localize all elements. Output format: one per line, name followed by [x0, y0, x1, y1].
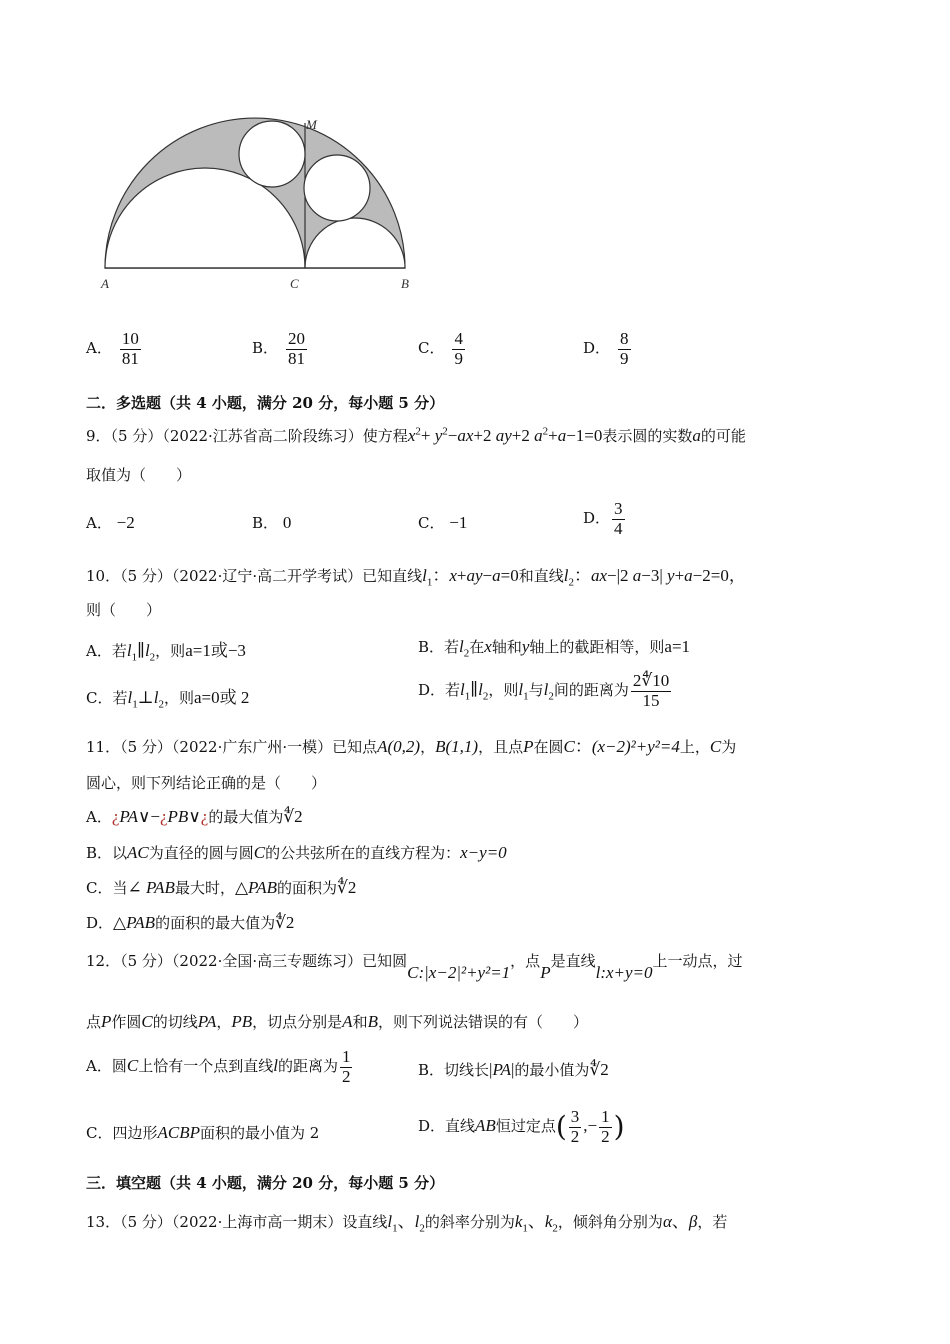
q10-option-b[interactable]: B．若$l_2$在x轴和y轴上的截距相等，则a=1	[418, 637, 691, 660]
q11-stem: 11．（5 分）（2022·广东广州·一模）已知点A(0,2)，B(1,1)，且点P在圆C：(x−2)²+y²=4上，C为	[86, 737, 737, 756]
q12-option-c[interactable]: C．四边形ACBP面积的最小值为 2	[86, 1123, 320, 1142]
q9-option-a[interactable]: A． −2	[86, 513, 135, 532]
q10-stem: 10．（5 分）（2022·辽宁·高二开学考试）已知直线$l_1$：x+ay−a=0和直线$l_2$：ax−|2 a−3| y+a−2=0，	[86, 566, 746, 589]
label-M: M	[306, 117, 317, 132]
q12-stem-line2: 点P作圆C的切线PA，PB，切点分别是A和B，则下列说法错误的有（ ）	[86, 1012, 588, 1031]
q9-stem: 9．（5 分）（2022·江苏省高二阶段练习）使方程$x^2+ y^2-ax+2$ ay+2 $a^2+a-1=0$表示圆的实数a的可能	[86, 425, 746, 445]
q11-option-b[interactable]: B．以AC为直径的圆与圆C的公共弦所在的直线方程为：x−y=0	[86, 843, 507, 862]
q10-option-a[interactable]: A．若$l_1\parallel l_2$，则a=1或−3	[86, 641, 246, 664]
section-2-title: 二．多选题（共 4 小题，满分 20 分，每小题 5 分）	[86, 394, 445, 412]
semicircle-figure	[95, 110, 425, 300]
q10-option-c[interactable]: C．若$l_1\perp l_2$，则a=0或 2	[86, 688, 250, 711]
q9-option-d[interactable]: D． $\frac{3}{4}$	[583, 499, 623, 538]
q9-option-c[interactable]: C． −1	[418, 513, 468, 532]
label-B: B	[401, 276, 409, 291]
q13-stem: 13．（5 分）（2022·上海市高一期末）设直线$l_1$、$l_2$的斜率分别为$k_1$、$k_2$，倾斜角分别为α、β，若	[86, 1212, 728, 1235]
q11-option-d[interactable]: D．△PAB的面积的最大值为∜2	[86, 913, 295, 932]
q9-stem-line2: 取值为（ ）	[86, 466, 192, 484]
q12-option-d[interactable]: D．直线AB恒过定点( $\frac{3}{2}$ ,− $\frac{1}{2}$ )	[418, 1107, 625, 1146]
q8-option-c[interactable]: C． $\frac{4}{9}$	[418, 329, 463, 368]
q8-option-b[interactable]: B． $\frac{20}{81}$	[252, 329, 306, 368]
label-A: A	[101, 276, 109, 291]
q11-option-c[interactable]: C．当∠ PAB最大时，△PAB的面积为∜2	[86, 878, 357, 897]
q8-option-d[interactable]: D． $\frac{8}{9}$	[583, 329, 629, 368]
section-3-title: 三．填空题（共 4 小题，满分 20 分，每小题 5 分）	[86, 1174, 445, 1192]
q11-option-a[interactable]: A．¿PA∨−¿PB∨¿的最大值为∜2	[86, 807, 303, 826]
q11-stem-line2: 圆心，则下列结论正确的是（ ）	[86, 774, 327, 792]
q12-option-a[interactable]: A．圆C上恰有一个点到直线l的距离为 $\frac{1}{2}$	[86, 1047, 351, 1086]
q8-option-a[interactable]: A． $\frac{10}{81}$	[86, 329, 139, 368]
q9-option-b[interactable]: B． 0	[252, 513, 292, 532]
q12-stem: 12．（5 分）（2022·全国·高三专题练习）已知圆C:|x−2|²+y²=1，点P是直线l:x+y=0上一动点，过	[86, 952, 743, 982]
q12-option-b[interactable]: B．切线长|PA|的最小值为∜2	[418, 1060, 609, 1079]
q10-stem-line2: 则（ ）	[86, 601, 162, 619]
q10-option-d[interactable]: D．若$l_1\parallel l_2$，则$l_1$与$l_2$间的距离为 $\frac{2∜10}{15}$	[418, 671, 670, 710]
label-C: C	[290, 276, 299, 291]
